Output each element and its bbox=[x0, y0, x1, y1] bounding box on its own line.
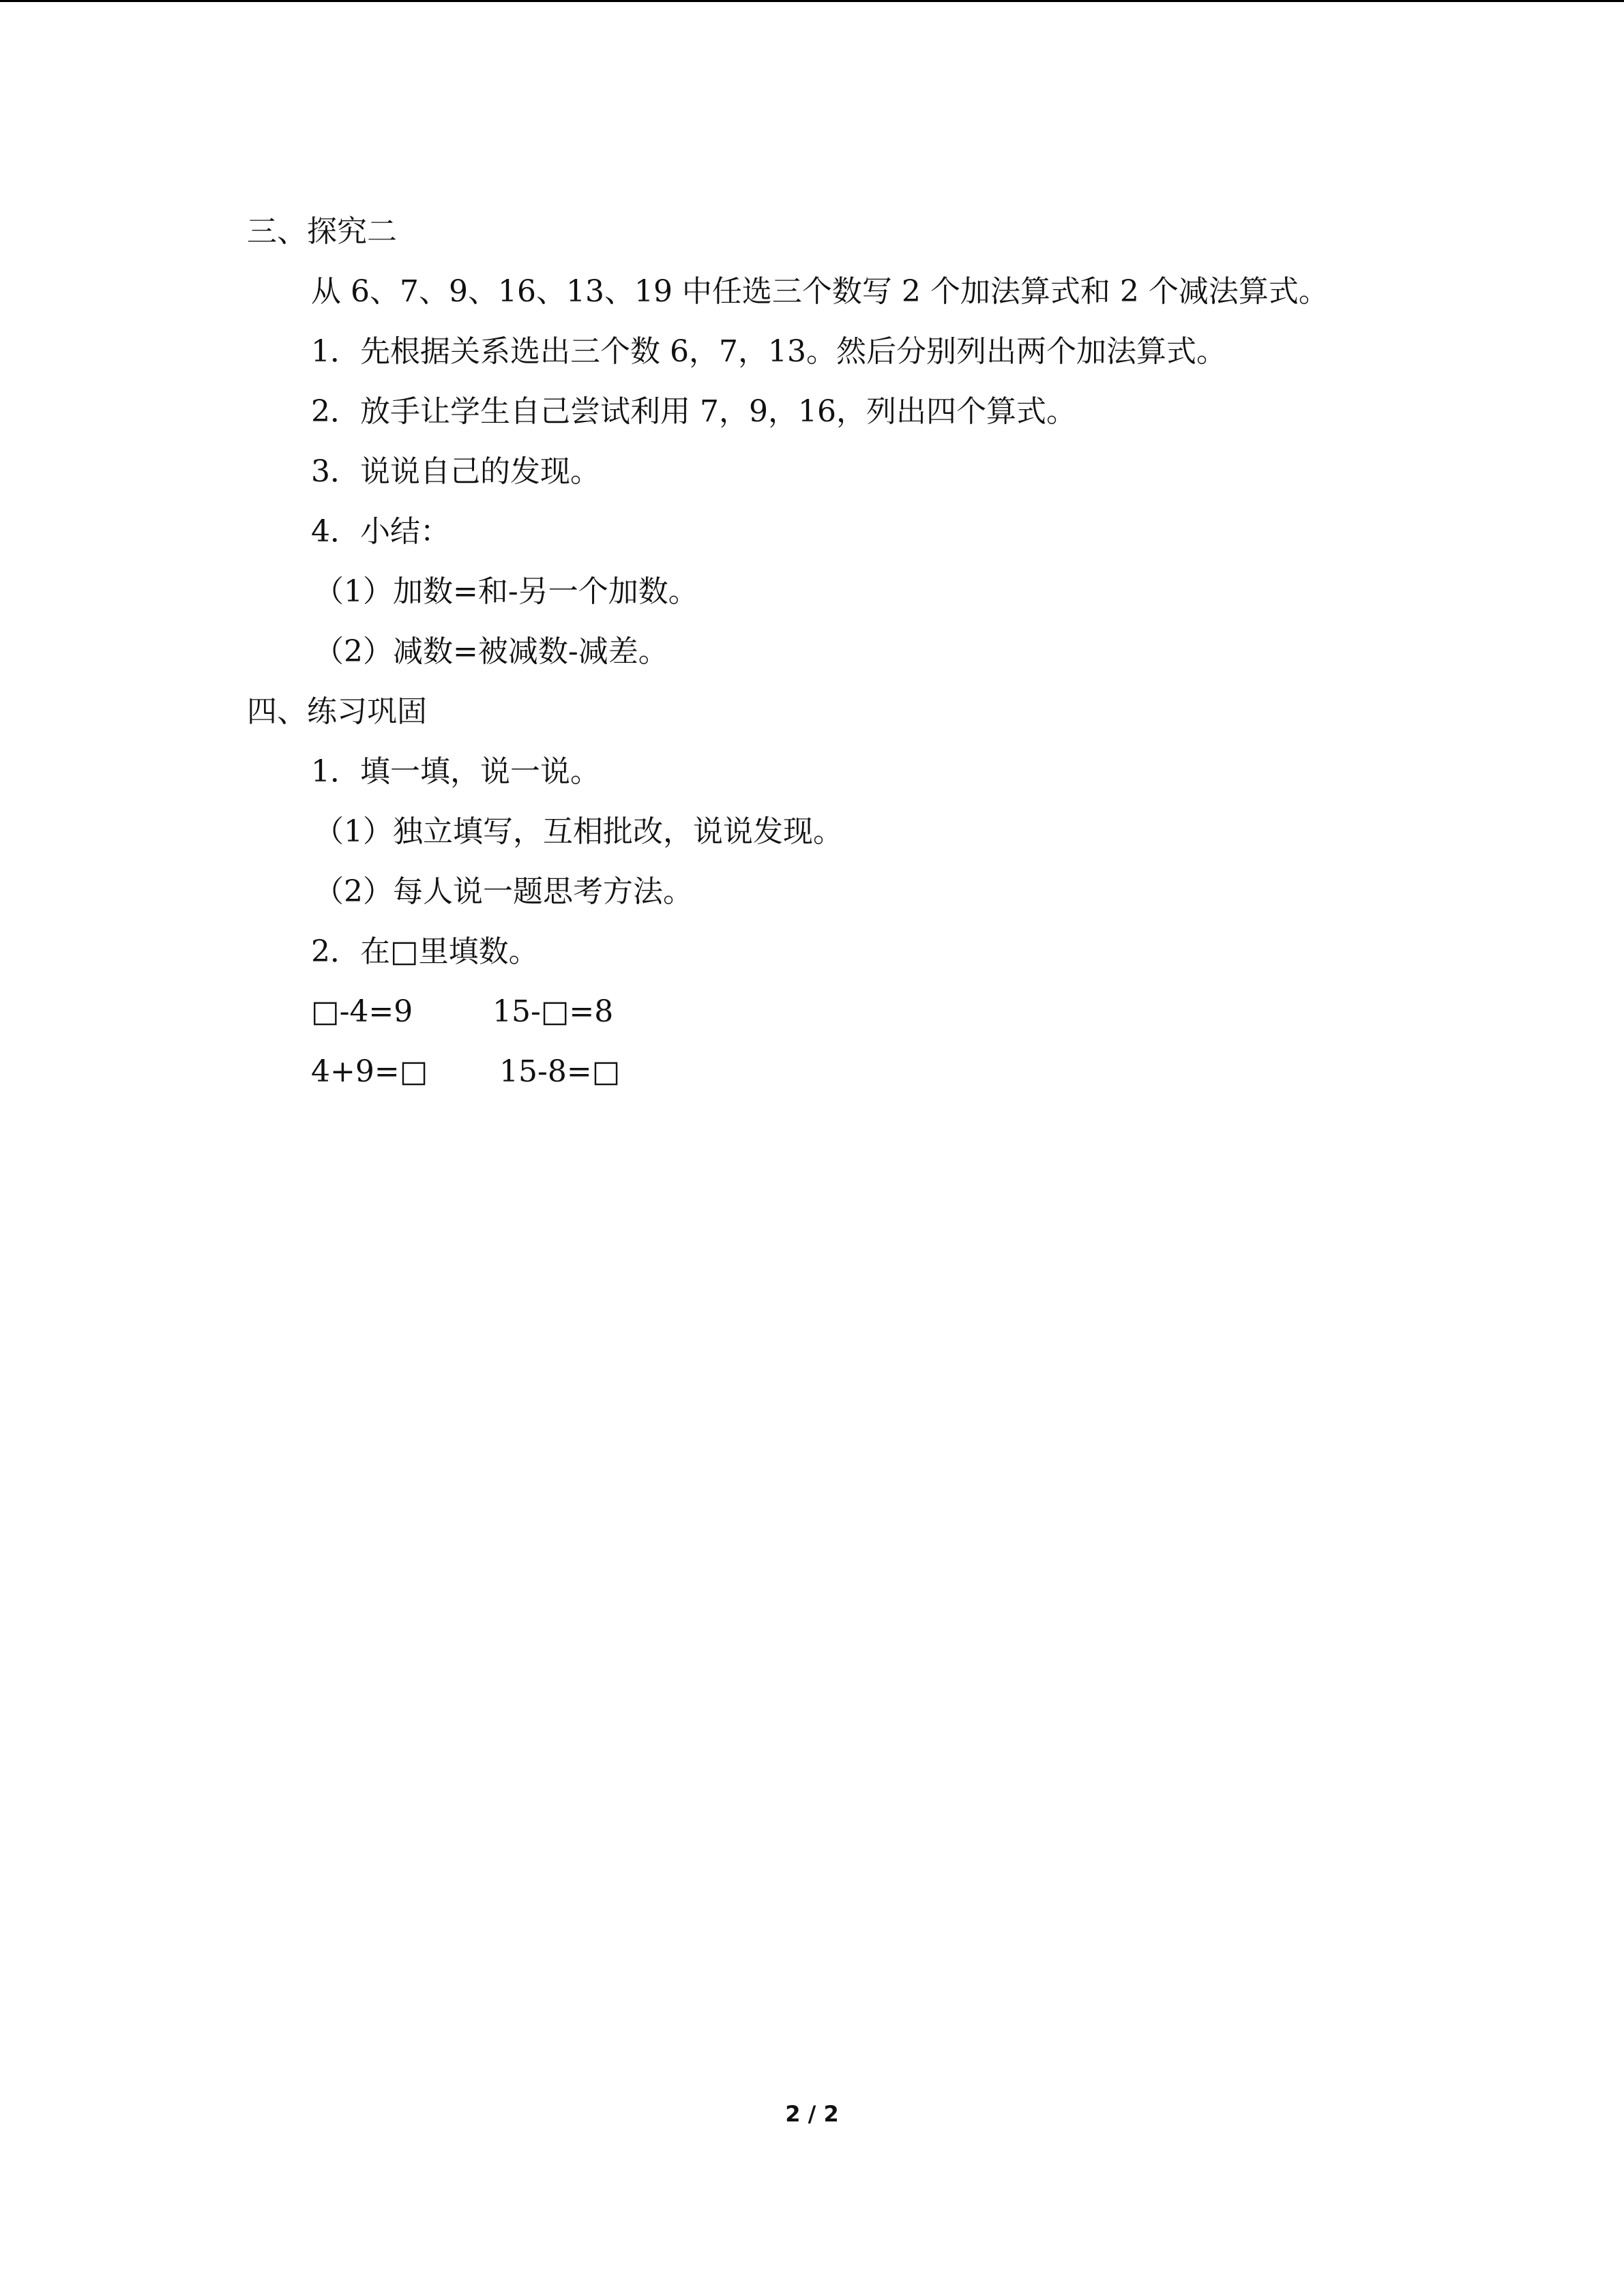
section-heading-3: 三、探究二 bbox=[247, 214, 397, 249]
page-number: 2 / 2 bbox=[785, 2101, 839, 2127]
section-4-item-1: 1．填一填，说一说。 bbox=[311, 754, 600, 789]
section-3-summary-1: （1）加数=和-另一个加数。 bbox=[314, 574, 698, 609]
section-3-item-2: 2．放手让学生自己尝试利用 7，9，16，列出四个算式。 bbox=[311, 394, 1076, 429]
section-3-item-4: 4．小结： bbox=[311, 514, 450, 549]
page-top-border bbox=[0, 0, 1624, 2]
section-3-intro: 从 6、7、9、16、13、19 中任选三个数写 2 个加法算式和 2 个减法算式。 bbox=[311, 274, 1329, 309]
section-3-item-1: 1．先根据关系选出三个数 6，7，13。然后分别列出两个加法算式。 bbox=[311, 334, 1226, 369]
section-4-item-2: 2．在□里填数。 bbox=[311, 934, 539, 969]
equation-4: 15-8=□ bbox=[499, 1054, 621, 1089]
section-3-summary-2: （2）减数=被减数-减差。 bbox=[314, 634, 668, 669]
section-3-item-3: 3．说说自己的发现。 bbox=[311, 454, 600, 489]
section-4-sub-2: （2）每人说一题思考方法。 bbox=[314, 874, 693, 909]
equation-1: □-4=9 bbox=[311, 994, 413, 1029]
equation-2: 15-□=8 bbox=[492, 994, 614, 1029]
equation-3: 4+9=□ bbox=[311, 1054, 428, 1089]
section-heading-4: 四、练习巩固 bbox=[247, 694, 427, 729]
section-4-sub-1: （1）独立填写，互相批改，说说发现。 bbox=[314, 814, 843, 849]
